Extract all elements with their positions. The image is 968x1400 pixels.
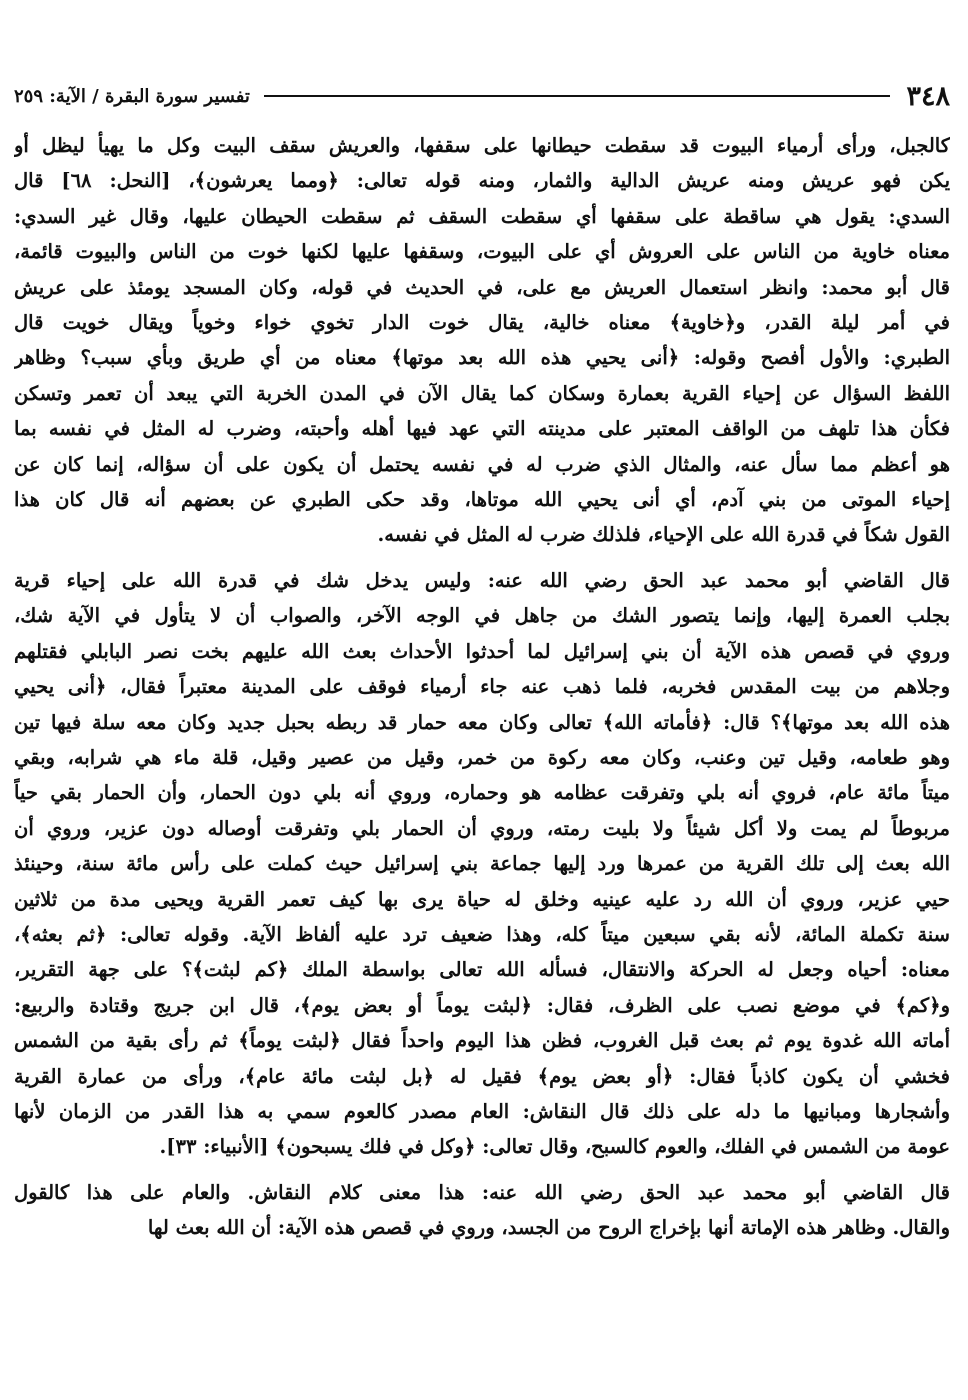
text-line: معناه خاوية من الناس على العروش أي على البيوت، وسقفها عليها لكنها خوت من الناس والبيوت قائمة، xyxy=(14,240,950,264)
text-line: قال القاضي أبو محمد عبد الحق رضي الله عنه: وليس يدخل شك في قدرة الله على إحياء قرية xyxy=(14,568,950,592)
text-line: الله بعث إلى تلك القرية من عمرها ورد إليها جماعة بني إسرائيل حيث كملت على رأس مائة سنة، وحينئذ xyxy=(14,852,950,876)
text-line: وأشجارها ومبانيها ما دله على ذلك قال النقاش: العام مصدر كالعوم سمي به هذا القدر من الزمان لأنها xyxy=(14,1099,950,1123)
paragraph xyxy=(14,1175,950,1246)
text-line: و﴿كم﴾ في موضع نصب على الظرف، فقال: ﴿لبثت يوماً أو بعض يوم﴾، قال ابن جريج وقتادة والربيع: xyxy=(14,993,950,1017)
text-line: قال القاضي أبو محمد عبد الحق رضي الله عنه: هذا معنى كلام النقاش. والعام على هذا كالقول xyxy=(14,1180,950,1204)
text-line: اللفظ السؤال عن إحياء القرية بعمارة وسكان كما يقال الآن في المدن الخربة التي يبعد أن تعمر وتسكن xyxy=(14,381,950,405)
paragraph xyxy=(14,563,950,1165)
text-line: القول شكاً في قدرة الله على الإحياء، فلذلك ضرب له المثل في نفسه. xyxy=(377,523,950,547)
text-line: الطبري: والأول أفصح وقوله: ﴿أنى يحيي هذه الله بعد موتها﴾ معناه من أي طريق وبأي سبب؟ وظاهر xyxy=(14,346,950,370)
page-header xyxy=(14,74,950,118)
text-line: إحياء الموتى من بني آدم، أي أنى يحيي الله موتاها، وقد حكى الطبري عن بعضهم أنه قال كان هذا xyxy=(14,488,950,512)
text-line: السدي: يقول هي ساقطة على سقفها أي سقطت السقف ثم سقطت الحيطان عليها، وقال غير السدي: xyxy=(14,204,950,228)
body-text xyxy=(14,128,950,1246)
paragraph xyxy=(14,128,950,553)
text-line: بجلب العمرة إليها، وإنما يتصور الشك من جاهل في الوجه الآخر، والصواب أن لا يتأول في الآية شك، xyxy=(14,604,950,628)
running-title: تفسير سورة البقرة / الآية: ٢٥٩ xyxy=(14,85,250,107)
text-line: وجلاهم من بيت المقدس فخربه، فلما ذهب عنه جاء أرمياء فوقف على المدينة معتبراً فقال، ﴿أنى يحيي xyxy=(14,675,950,699)
text-line: مربوطاً لم يمت ولا أكل شيئاً ولا بليت رمته، وروي أن الحمار بلي وتفرقت أوصاله دون عزير، وروي أن xyxy=(14,816,950,840)
text-line: عومة من الشمس في الفلك، والعوم كالسبح، وقال تعالى: ﴿وكل في فلك يسبحون﴾ [الأنبياء: ٣٣]. xyxy=(159,1135,950,1159)
text-line: سنة تكملة المائة، لأنه بقي سبعين ميتاً كله، وهذا ضعيف ترد عليه ألفاظ الآية. وقوله تعالى: ﴿ثم بعثه﴾، xyxy=(14,922,950,946)
text-line: فكأن هذا تلهف من الواقف المعتبر على مدينته التي عهد فيها أهله وأحبته، وضرب له المثل في نفسه بما xyxy=(14,417,950,441)
text-line: في أمر ليلة القدر، و﴿خاوية﴾ معناه خالية، يقال خوت الدار تخوي خواء وخوياً ويقال خويت قال xyxy=(14,311,950,335)
text-line: يكن فهو عريش ومنه عريش الدالية والثمار، ومنه قوله تعالى: ﴿ومما يعرشون﴾، [النحل: ٦٨] قال xyxy=(14,169,950,193)
text-line: والقال. وظاهر هذه الإماتة أنها بإخراج الروح من الجسد، وروي في قصص هذه الآية: أن الله بعث لها xyxy=(147,1216,950,1240)
text-line: كالجبل، ورأى أرمياء البيوت قد سقطت حيطانها على سقفها، والعريش سقف البيت وكل ما يهيأ ليظل أو xyxy=(14,134,950,157)
text-line: هو أعظم مما سأل عنه، والمثال الذي ضرب له في نفسه يحتمل أن يكون على أن سؤاله، إنما كان عن xyxy=(14,452,950,476)
header-rule xyxy=(264,95,891,97)
text-line: قال أبو محمد: وانظر استعمال العريش مع على، في الحديث في قوله، وكان المسجد يومئذ على عريش xyxy=(14,275,950,299)
text-line: أماته الله غدوة يوم ثم بعث قبل الغروب، فظن هذا اليوم واحداً فقال ﴿لبثت يوماً﴾ ثم رأى بقية من الشمس xyxy=(14,1029,950,1053)
text-line: وهو طعامه، وقيل تين وعنب، وكان معه ركوة من خمر، وقيل من عصير وقيل، قلة ماء هي شرابه، وبقي xyxy=(14,745,950,769)
page-number: ٣٤٨ xyxy=(906,80,950,112)
text-line: هذه الله بعد موتها﴾؟ قال: ﴿فأماته الله﴾ تعالى وكان معه حمار قد ربطه بحبل جديد وكان معه سلة فيها تين xyxy=(14,710,950,734)
text-line: ميتاً مائة عام، فروي أنه بلي وتفرقت عظامه هو وحماره، وروي أنه بلي دون الحمار، وأن الحمار بقي حياً xyxy=(14,781,950,805)
text-line: فخشي أن يكون كاذباً فقال: ﴿أو بعض يوم﴾ فقيل له ﴿بل لبثت مائة عام﴾، ورأى من عمارة القرية xyxy=(14,1064,950,1088)
text-line: معناه: أحياه وجعل له الحركة والانتقال، فسأله الله تعالى بواسطة الملك ﴿كم لبثت﴾؟ على جهة التقرير، xyxy=(14,958,950,982)
text-line: حيي عزير، وروي أن الله رد عليه عينيه وخلق له حياة يرى بها كيف تعمر القرية ويحيى مدة من ثلاثين xyxy=(14,887,950,911)
text-line: وروي في قصص هذه الآية أن بني إسرائيل لما أحدثوا الأحداث بعث الله عليهم بخت نصر البابلي فقتلهم xyxy=(14,639,950,663)
